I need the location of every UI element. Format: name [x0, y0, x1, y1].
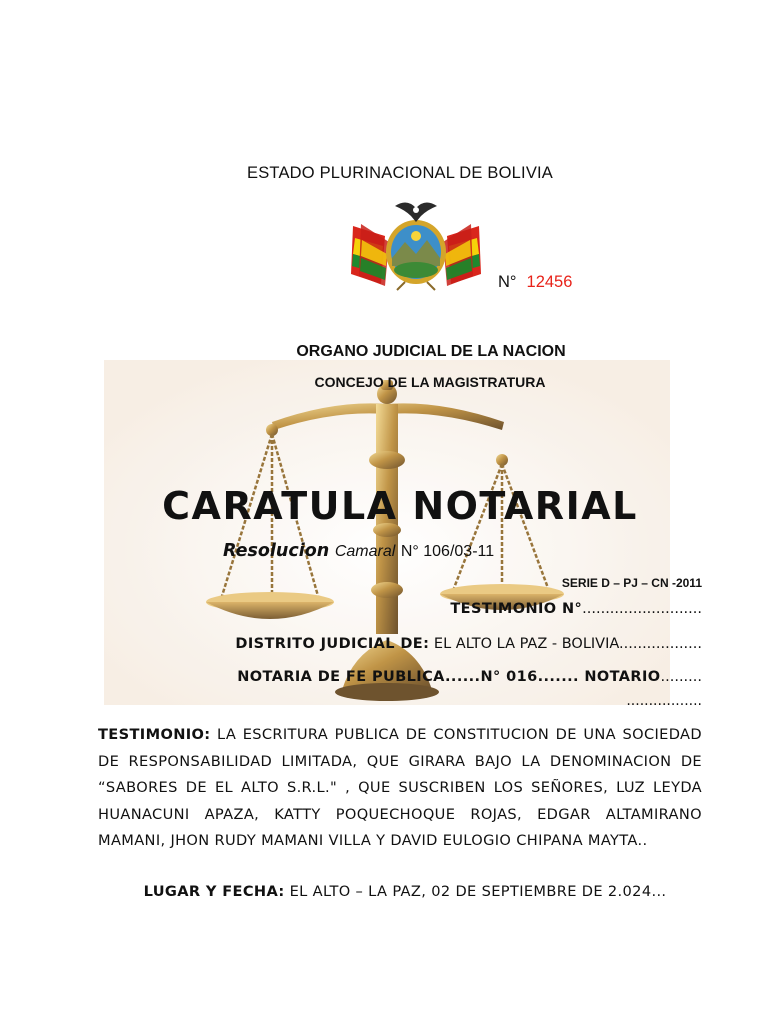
- place-date-value: EL ALTO – LA PAZ, 02 DE SEPTIEMBRE DE 2.024...: [289, 883, 667, 900]
- notary-field: [237, 669, 702, 685]
- body-text: LA ESCRITURA PUBLICA DE CONSTITUCION DE UNA SOCIEDAD DE RESPONSABILIDAD LIMITADA, QUE GIRARA BAJO LA DENOMINACION DE “SABORES DE EL ALTO S.R.L." , QUE SUSCRIBEN LOS SEÑORES, LUZ LEYDA HUANACUNI APAZA, KATTY POQUECHOQUE ROJAS, EDGAR ALTAMIRANO MAMANI, JHON RUDY MAMANI VILLA Y DAVID EULOGIO CHIPANA MAYTA..: [98, 726, 702, 849]
- notary-number: ......N° 016....... NOTARIO: [445, 669, 661, 685]
- scales-of-justice-image: [104, 360, 670, 705]
- organ-heading: ORGANO JUDICIAL DE LA NACION: [296, 343, 566, 360]
- number-value: 12456: [526, 273, 573, 291]
- coat-of-arms-image: [345, 196, 487, 292]
- number-label: N°: [498, 273, 517, 291]
- state-name: ESTADO PLURINACIONAL DE BOLIVIA: [246, 164, 554, 182]
- testimonio-label: TESTIMONIO N°: [450, 601, 583, 617]
- resolution-camaral: Camaral: [334, 543, 396, 560]
- document-title: CARATULA NOTARIAL: [162, 484, 638, 528]
- testimonio-paragraph: [98, 722, 702, 855]
- district-field: [235, 636, 702, 652]
- series-code: SERIE D – PJ – CN -2011: [561, 576, 702, 590]
- notary-dots: .........: [660, 669, 702, 685]
- testimonio-dots: ..........................: [582, 601, 702, 617]
- resolution-number: N° 106/03-11: [400, 543, 495, 560]
- document-number: [498, 273, 572, 292]
- body-label: TESTIMONIO:: [98, 726, 211, 743]
- notary-continuation-dots: .................: [626, 693, 702, 709]
- resolution-word: Resolucion: [223, 541, 330, 561]
- notary-label: NOTARIA DE FE PUBLICA: [237, 669, 446, 685]
- place-date-label: LUGAR Y FECHA:: [143, 883, 285, 900]
- council-heading: CONCEJO DE LA MAGISTRATURA: [314, 374, 546, 390]
- testimonio-number-field: [450, 601, 702, 617]
- district-label: DISTRITO JUDICIAL DE:: [235, 636, 430, 652]
- district-value: EL ALTO LA PAZ - BOLIVIA..................: [433, 636, 702, 652]
- place-and-date: [110, 879, 700, 905]
- resolution-line: [223, 541, 494, 561]
